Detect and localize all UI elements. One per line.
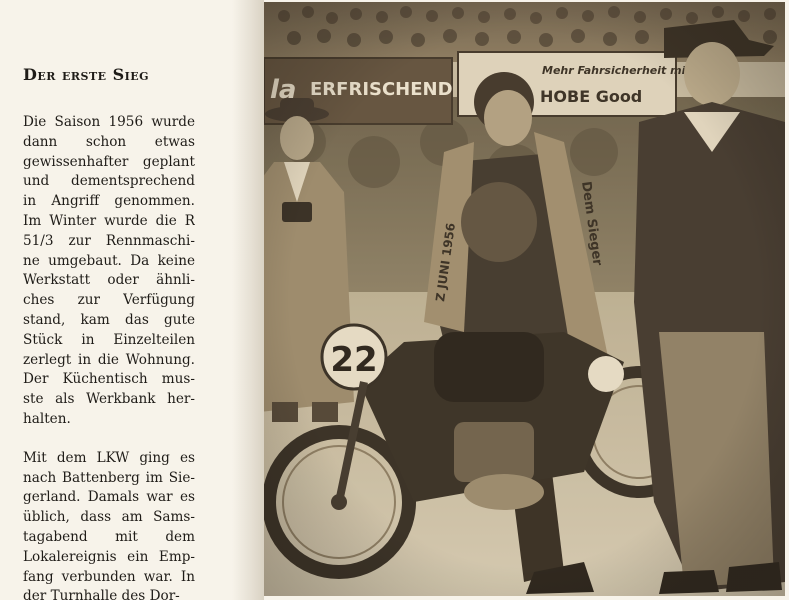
text-line: nach Battenberg im Sie-: [23, 469, 195, 486]
text-line: ne umgebaut. Da keine: [23, 252, 195, 269]
text-line: gerland. Damals war es: [23, 489, 195, 506]
text-line: in Angriff genommen.: [23, 193, 195, 210]
text-line: Mit dem LKW ging es: [23, 449, 195, 466]
text-line: tagabend mit dem: [23, 528, 195, 545]
text-line: Der Küchentisch mus-: [23, 371, 195, 388]
article-paragraph-2: [23, 449, 195, 600]
text-line: halten.: [23, 410, 71, 427]
text-line: ste als Werkbank her-: [23, 391, 195, 408]
text-line: üblich, dass am Sams-: [23, 509, 195, 526]
text-line: ches zur Verfügung: [23, 292, 195, 309]
text-line: zerlegt in die Wohnung.: [23, 351, 195, 368]
text-line: Stück in Einzelteilen: [23, 331, 195, 348]
text-line: Lokalereignis ein Emp-: [23, 548, 195, 565]
text-line: fang verbunden war. In: [23, 568, 195, 585]
page-gutter-shadow: [232, 0, 264, 600]
article-text-column: [23, 64, 195, 600]
text-line: der Turnhalle des Dor-: [23, 588, 180, 600]
historic-race-photo: [264, 2, 785, 596]
text-line: 51/3 zur Rennmaschi-: [23, 232, 195, 249]
text-line: dann schon etwas: [23, 133, 195, 150]
text-line: Die Saison 1956 wurde: [23, 114, 195, 130]
text-line: gewissenhafter geplant: [23, 153, 195, 170]
text-line: und dementsprechend: [23, 173, 195, 190]
article-heading: Der erste Sieg: [23, 65, 150, 84]
text-line: Im Winter wurde die R: [23, 212, 195, 229]
text-line: stand, kam das gute: [23, 311, 195, 328]
article-paragraph-1: [23, 113, 195, 430]
text-line: Werkstatt oder ähnli-: [23, 272, 195, 289]
